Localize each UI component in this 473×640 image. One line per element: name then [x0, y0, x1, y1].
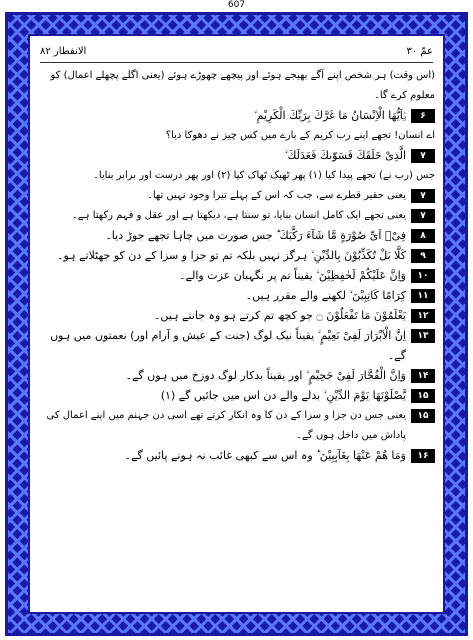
verse-number-badge: ۱۵ — [411, 409, 435, 423]
verse-list — [38, 66, 435, 608]
verse-row — [38, 326, 435, 366]
verse-number-badge: ۱۱ — [411, 289, 435, 303]
verse-row — [38, 386, 435, 406]
verse-text: فِیْۤ اَیِّ صُوْرَةٍ مَّا شَآءَ رَكَّبَكَ ؕ جس صورت میں چاہا تجھے جوڑ دیا۔ — [105, 229, 406, 242]
verse-row — [38, 146, 435, 166]
verse-number-badge: ۱۶ — [411, 449, 435, 463]
verse-row — [38, 286, 435, 306]
translation-text: (اس وقت) ہر شخص اپنے آگے بھیجے ہوئے اور پیچھے چھوڑے ہوئے (یعنی اگلے پچھلے اعمال) کو معلوم کرے گا۔ — [50, 70, 435, 101]
translation-row — [38, 206, 435, 226]
verse-number-badge: ۷ — [411, 209, 435, 223]
verse-text: وَمَا هُمْ عَنْهَا بِغَآىٕبِیْنَ ؕ وہ اس سے کبھی غائب نہ ہونے پائیں گے۔ — [124, 449, 406, 462]
verse-number-badge: ۱۰ — [411, 269, 435, 283]
verse-row — [38, 246, 435, 266]
verse-text: یَعْلَمُوْنَ مَا تَفْعَلُوْنَ ۝ جو کچھ تم کرتے ہو وہ جانتے ہیں۔ — [153, 309, 406, 322]
verse-text: كَلَّا بَلْ تُكَذِّبُوْنَ بِالدِّیْنِ ۙ ہرگز نہیں بلکہ تم تو جزا و سزا کے دن کو جھٹلاتے ہو۔ — [57, 249, 406, 262]
verse-text: یَّصْلَوْنَهَا یَوْمَ الدِّیْنِ ۙ بدلے والے دن اس میں جائیں گے (۱) — [160, 389, 406, 402]
verse-number-badge: ۶ — [411, 109, 435, 123]
verse-text: اِنَّ الْاَبْرَارَ لَفِیْ نَعِیْمٍ ۙ یقیناً نیک لوگ (جنت کے عیش و آرام اور) نعمتوں میں ہوں گے۔ — [50, 329, 406, 362]
verse-number-badge: ۱۵ — [411, 389, 435, 403]
verse-row — [38, 306, 435, 326]
verse-row — [38, 106, 435, 126]
verse-row — [38, 226, 435, 246]
translation-text: جس (رب نے) تجھے پیدا کیا (۱) پھر ٹھیک ٹھاک کیا (۲) اور پھر درست اور برابر بنایا۔ — [92, 170, 435, 181]
verse-number-badge: ۱۴ — [411, 369, 435, 383]
verse-number-badge: ۸ — [411, 229, 435, 243]
verse-row — [38, 446, 435, 466]
verse-row — [38, 266, 435, 286]
verse-number-badge: ۱۳ — [411, 329, 435, 343]
translation-row — [38, 406, 435, 446]
verse-text: وَاِنَّ الْفُجَّارَ لَفِیْ جَحِیْمٍ ۙ اور یقیناً بدکار لوگ دوزخ میں ہوں گے۔ — [125, 369, 406, 382]
verse-text: وَاِنَّ عَلَیْكُمْ لَحٰفِظِیْنَ ۙ یقیناً تم پر نگہبان عزت والے۔ — [179, 269, 406, 282]
translation-text: یعنی جس دن جزا و سزا کے دن کا وہ انکار کرتے تھے اسی دن جہنم میں اپنے اعمال کی پاداش میں داخل ہوں گے۔ — [46, 410, 406, 441]
translation-row — [38, 166, 435, 186]
verse-text: یٰۤاَیُّهَا الْاِنْسَانُ مَا غَرَّكَ بِرَبِّكَ الْكَرِیْمِ ۙ — [253, 109, 406, 122]
translation-text: اے انسان! تجھے اپنے رب کریم کے بارے میں کس چیز نے دھوکا دیا؟ — [165, 130, 435, 141]
decorative-border — [5, 12, 468, 636]
page-number: 607 — [227, 0, 246, 10]
page-body — [28, 34, 445, 614]
translation-text: یعنی تجھے ایک کامل انسان بنایا، تو سنتا ہے، دیکھتا ہے اور عقل و فہم رکھتا ہے۔ — [71, 210, 406, 221]
page-header — [40, 42, 433, 63]
verse-text: الَّذِیْ خَلَقَكَ فَسَوّٰىكَ فَعَدَلَكَ ۙ — [284, 149, 406, 162]
translation-text: یعنی حقیر قطرے سے، جب کہ اس کے پہلے تیرا وجود نہیں تھا۔ — [146, 190, 406, 201]
translation-row — [38, 186, 435, 206]
verse-number-badge: ۹ — [411, 249, 435, 263]
verse-number-badge: ۷ — [411, 189, 435, 203]
juz-label: عمّ ۳۰ — [406, 46, 433, 57]
translation-row — [38, 66, 435, 106]
surah-label: الانفطار ۸۲ — [40, 46, 87, 57]
verse-text: كِرَامًا كَاتِبِیْنَ ۙ لکھنے والے مقرر ہیں۔ — [245, 289, 406, 302]
translation-row — [38, 126, 435, 146]
verse-number-badge: ۱۲ — [411, 309, 435, 323]
verse-row — [38, 366, 435, 386]
verse-number-badge: ۷ — [411, 149, 435, 163]
